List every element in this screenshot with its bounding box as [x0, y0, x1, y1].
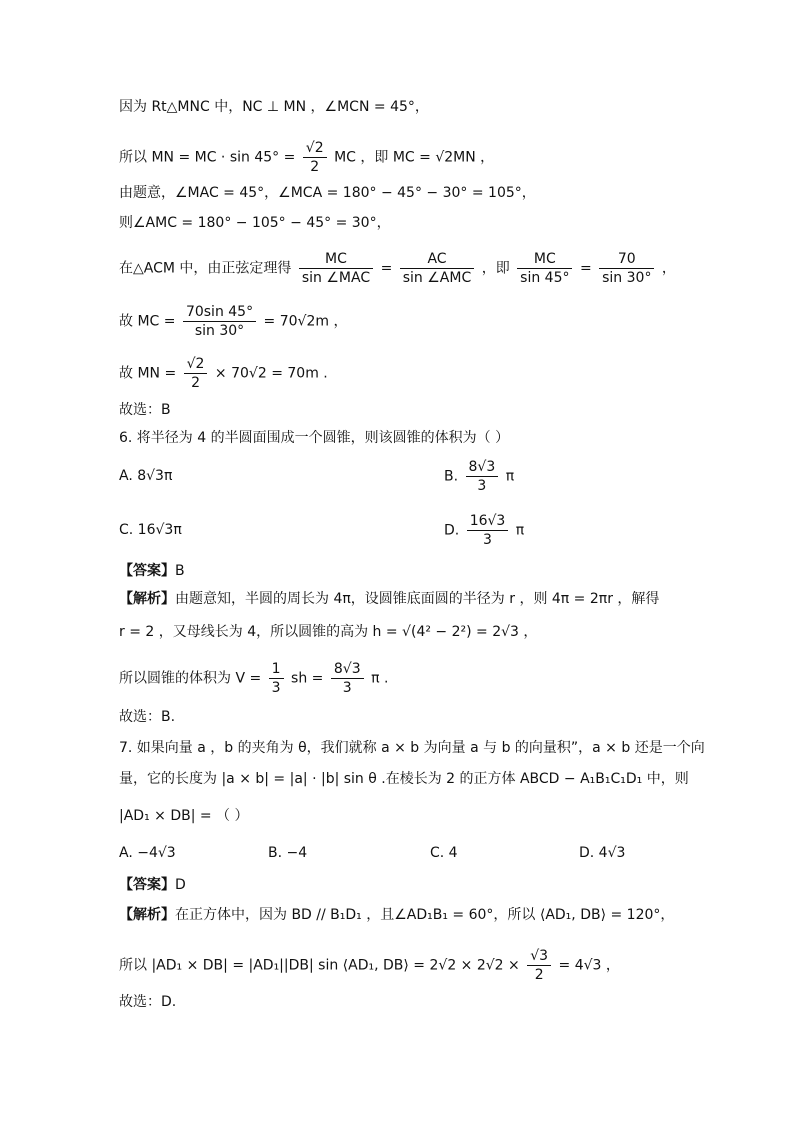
q6-answer: 【答案】B — [119, 563, 185, 579]
fraction: $\frac{MC}{\sin 45^\circ}$ — [517, 250, 572, 287]
q7-explanation-1: 【解析】在正方体中，因为 BD // B₁D₁ ，且∠AD₁B₁ = 60°，所以 ⟨AD₁, DB⟩ = 120°， — [119, 907, 675, 923]
q6-option-b: B. $\frac{8√3}{3}$ π — [444, 459, 515, 494]
fraction: $\frac{AC}{\text{sin ∠AMC}}$ — [400, 250, 475, 287]
question-7-line-3: |AD₁ × DB| = （ ） — [119, 808, 249, 824]
solution-line-6: 故 MC = $\frac{70\sin 45^\circ}{\sin 30^\circ}$ = 70√2m ， — [119, 304, 348, 339]
fraction: $\frac{√2}{2}$ — [303, 139, 327, 176]
question-7-line-2: 量，它的长度为 |a × b| = |a| · |b| sin θ .在棱长为 2 的正方体 ABCD − A₁B₁C₁D₁ 中，则 — [119, 771, 689, 787]
solution-line-3: 由题意，∠MAC = 45°，∠MCA = 180° − 45° − 30° = 105°， — [119, 185, 536, 201]
answer-select-7: 故选：D. — [119, 994, 177, 1010]
fraction: $\frac{√3}{2}$ — [527, 947, 551, 984]
q7-explanation-2: 所以 |AD₁ × DB| = |AD₁||DB| sin ⟨AD₁, DB⟩ = 2√2 × 2√2 × $\frac{√3}{2}$ = 4√3 ， — [119, 948, 620, 983]
q6-option-d: D. $\frac{16√3}{3}$ π — [444, 513, 525, 548]
question-7-line-1: 7. 如果向量 a ，b 的夹角为 θ，我们就称 a × b 为向量 a 与 b 的向量积”，a × b 还是一个向 — [119, 740, 705, 756]
q6-option-c: C. 16√3π — [119, 522, 182, 538]
fraction: $\frac{70}{\sin 30^\circ}$ — [599, 250, 654, 287]
fraction: $\frac{8√3}{3}$ — [466, 458, 499, 495]
solution-line-7: 故 MN = $\frac{√2}{2}$ × 70√2 = 70m . — [119, 356, 328, 391]
solution-line-1: 因为 Rt△MNC 中，NC ⊥ MN ，∠MCN = 45°， — [119, 99, 429, 115]
q7-option-a: A. −4√3 — [119, 845, 176, 861]
solution-line-5: 在△ACM 中，由正弦定理得 $\frac{MC}{\text{sin ∠MAC}}$ = $\frac{AC}{\text{sin ∠AMC}}$ ，即 $\frac{MC}{\sin 45^\circ}$ = $\frac{70}{\sin 30^\circ}$ ， — [119, 251, 676, 286]
q6-explanation-3: 所以圆锥的体积为 V = $\frac{1}{3}$ sh = $\frac{8√3}{3}$ π . — [119, 661, 389, 696]
fraction: $\frac{8√3}{3}$ — [331, 660, 364, 697]
q7-option-b: B. −4 — [268, 845, 308, 861]
q7-option-c: C. 4 — [430, 845, 458, 861]
q6-explanation-1: 【解析】由题意知，半圆的周长为 4π，设圆锥底面圆的半径为 r ，则 4π = 2πr ，解得 — [119, 591, 660, 607]
fraction: $\frac{√2}{2}$ — [184, 355, 208, 392]
fraction: $\frac{70\sin 45^\circ}{\sin 30^\circ}$ — [183, 303, 256, 340]
solution-line-4: 则∠AMC = 180° − 105° − 45° = 30°， — [119, 215, 391, 231]
answer-select-6: 故选：B. — [119, 709, 176, 725]
fraction: $\frac{16√3}{3}$ — [467, 512, 509, 549]
fraction: $\frac{1}{3}$ — [269, 660, 284, 697]
q6-explanation-2: r = 2 ，又母线长为 4，所以圆锥的高为 h = √(4² − 2²) = 2√3 ， — [119, 624, 538, 640]
answer-select-5: 故选：B — [119, 402, 171, 418]
fraction: $\frac{MC}{\text{sin ∠MAC}}$ — [299, 250, 373, 287]
q7-answer: 【答案】D — [119, 877, 186, 893]
q7-option-d: D. 4√3 — [579, 845, 626, 861]
question-6: 6. 将半径为 4 的半圆面围成一个圆锥，则该圆锥的体积为（ ） — [119, 430, 510, 446]
solution-line-2: 所以 MN = MC · sin 45° = $\frac{√2}{2}$ MC ，即 MC = √2MN ， — [119, 140, 495, 175]
q6-option-a: A. 8√3π — [119, 468, 173, 484]
